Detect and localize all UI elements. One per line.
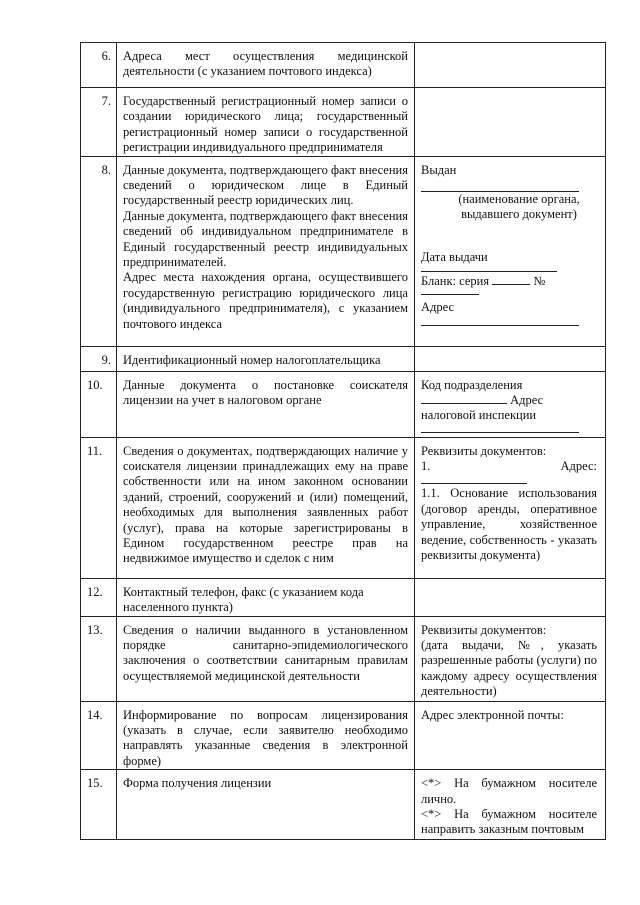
table-row-9 bbox=[81, 346, 606, 371]
row-number: 11. bbox=[81, 437, 117, 578]
table-row-7 bbox=[81, 88, 606, 157]
row-value-field[interactable] bbox=[415, 88, 606, 157]
table-row-11 bbox=[81, 437, 606, 578]
row-description: Контактный телефон, факс (с указанием кода населенного пункта) bbox=[117, 578, 415, 616]
row-value-field[interactable] bbox=[415, 43, 606, 88]
premises-address-row: 1. Адрес: bbox=[421, 459, 597, 474]
row-number: 8. bbox=[81, 156, 117, 346]
row-value-field[interactable] bbox=[415, 156, 606, 346]
table-row-15 bbox=[81, 770, 606, 840]
table-row-8 bbox=[81, 156, 606, 346]
row-description: Форма получения лицензии bbox=[117, 770, 415, 840]
subdivision-code-label: Код подразделения bbox=[421, 377, 523, 392]
row-value-field[interactable] bbox=[415, 437, 606, 578]
table-row-10 bbox=[81, 371, 606, 437]
row-value-field[interactable] bbox=[415, 616, 606, 701]
email-label: Адрес электронной почты: bbox=[421, 707, 564, 722]
row-value-field[interactable] bbox=[415, 701, 606, 770]
usage-basis-text: 1.1. Основание использования (договор аренды, оперативное управление, хозяйственное ведение, собственность - указать реквизиты документа) bbox=[421, 486, 597, 563]
row-number: 14. bbox=[81, 701, 117, 770]
row-description: Адреса мест осуществления медицинской деятельности (с указанием почтового индекса) bbox=[117, 43, 415, 88]
row-value-field[interactable] bbox=[415, 371, 606, 437]
issue-date-label: Дата выдачи bbox=[421, 249, 488, 264]
tax-address-line: Адрес bbox=[421, 393, 597, 408]
issued-label: Выдан bbox=[421, 162, 457, 177]
row-number: 12. bbox=[81, 578, 117, 616]
row-number: 9. bbox=[81, 346, 117, 371]
row-description: Данные документа о постановке соискателя лицензии на учет в налоговом органе bbox=[117, 371, 415, 437]
issue-date-line[interactable] bbox=[421, 271, 557, 272]
premises-address-line[interactable] bbox=[421, 483, 527, 484]
table-row-14 bbox=[81, 701, 606, 770]
option-in-person[interactable]: <*> На бумажном носителе лично. bbox=[421, 776, 597, 806]
row-number: 7. bbox=[81, 88, 117, 157]
row-number: 15. bbox=[81, 770, 117, 840]
issuer-note: (наименование органа, выдавшего документ) bbox=[458, 192, 580, 222]
sanitary-details-text: (дата выдачи, №, указать разрешенные работы (услуги) по каждому адресу осуществления деятельности) bbox=[421, 638, 597, 699]
row-value-field[interactable] bbox=[415, 578, 606, 616]
tax-inspection-line[interactable] bbox=[421, 432, 579, 433]
row-description: Данные документа, подтверждающего факт внесения сведений о юридическом лице в Единый государственный реестр юридических лиц. Данные документа, подтверждающего факт внесения сведений об индивидуальном предпринимателе в Единый государственный реестр индивидуальных предпринимателей. Адрес места нахождения органа, осуществившего государственную регистрацию юридического лица (индивидуального предпринимателя), с указанием почтового индекса bbox=[117, 156, 415, 346]
row-description: Сведения о наличии выданного в установленном порядке санитарно-эпидемиологического заключения о соответствии санитарным правилам осуществляемой медицинской деятельности bbox=[117, 616, 415, 701]
row-number: 10. bbox=[81, 371, 117, 437]
address-line[interactable] bbox=[421, 325, 579, 326]
option-by-mail[interactable]: <*> На бумажном носителе направить заказным почтовым bbox=[421, 807, 597, 837]
row-number: 6. bbox=[81, 43, 117, 88]
row-value-field[interactable] bbox=[415, 346, 606, 371]
row-description: Государственный регистрационный номер записи о создании юридического лица; государственный регистрационный номер записи о государственной регистрации индивидуального предпринимателя bbox=[117, 88, 415, 157]
blank-number-line[interactable] bbox=[421, 294, 479, 295]
table-row-6 bbox=[81, 43, 606, 88]
requisites-label: Реквизиты документов: bbox=[421, 622, 547, 637]
address-label: Адрес bbox=[421, 299, 455, 314]
row-value-field bbox=[415, 770, 606, 840]
blank-series: Бланк: серия № bbox=[421, 274, 546, 289]
row-description: Сведения о документах, подтверждающих наличие у соискателя лицензии принадлежащих ему на праве собственности или на ином законном основании зданий, строений, сооружений и (или) помещений, необходимых для выполнения заявленных работ (услуг), права на которые зарегистрированы в Едином государственном реестре прав на недвижимое имущество и сделок с ним bbox=[117, 437, 415, 578]
row-description: Информирование по вопросам лицензирования (указать в случае, если заявителю необходимо направлять указанные сведения в электронной форме) bbox=[117, 701, 415, 770]
table-row-12 bbox=[81, 578, 606, 616]
tax-inspection-label: налоговой инспекции bbox=[421, 408, 537, 423]
row-description: Идентификационный номер налогоплательщика bbox=[117, 346, 415, 371]
license-application-table bbox=[80, 42, 606, 840]
row-number: 13. bbox=[81, 616, 117, 701]
requisites-label: Реквизиты документов: bbox=[421, 443, 547, 458]
table-row-13 bbox=[81, 616, 606, 701]
